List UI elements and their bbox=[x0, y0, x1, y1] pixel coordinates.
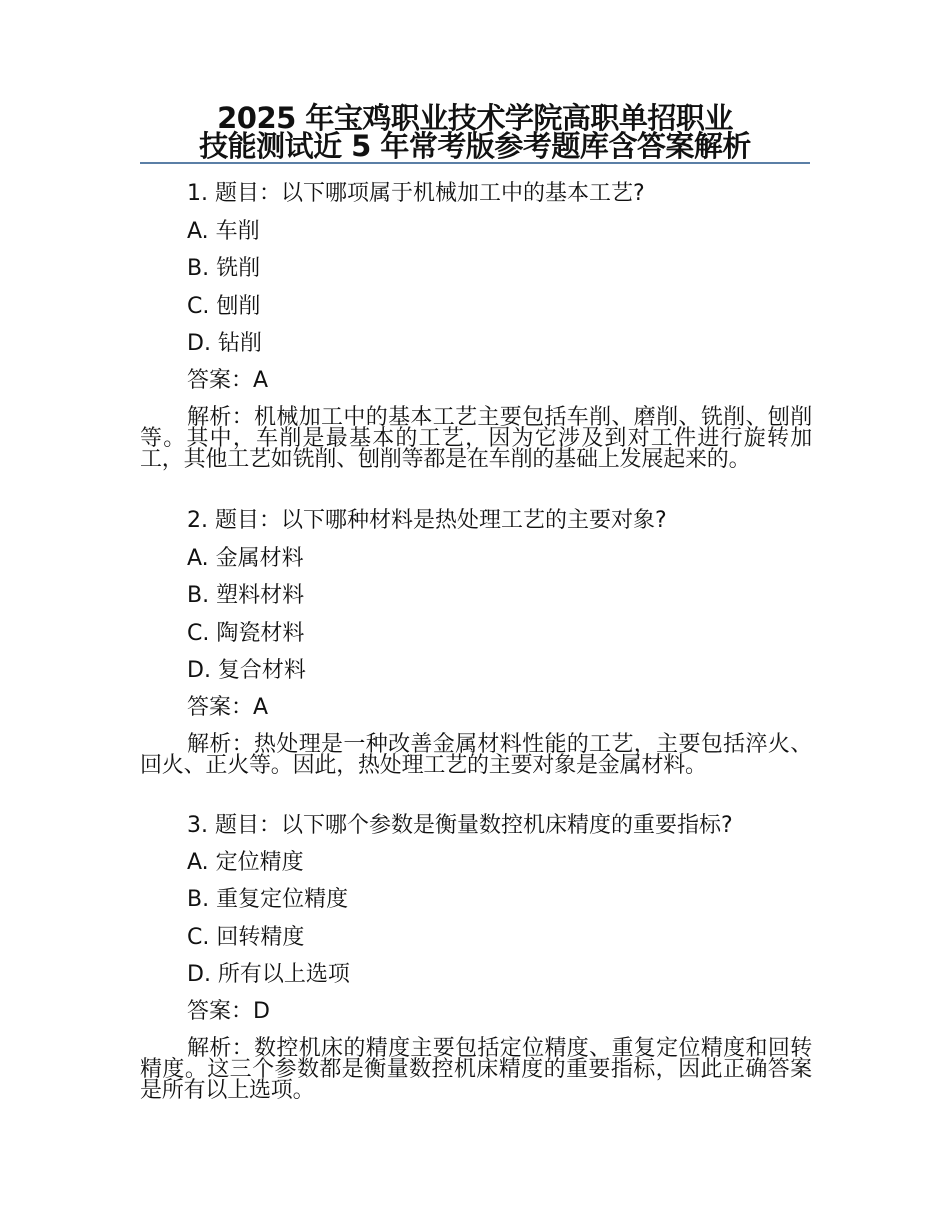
question-3-answer: 答案：D bbox=[187, 999, 270, 1024]
question-3-option-d: D. 所有以上选项 bbox=[187, 962, 350, 987]
question-1-answer: 答案：A bbox=[187, 368, 269, 393]
question-1-option-c: C. 刨削 bbox=[187, 294, 261, 319]
question-2-text: 2. 题目：以下哪种材料是热处理工艺的主要对象? bbox=[187, 508, 667, 533]
question-3-option-c: C. 回转精度 bbox=[187, 925, 305, 950]
question-1-option-b: B. 铣削 bbox=[187, 256, 261, 281]
question-3-explanation: 解析：数控机床的精度主要包括定位精度、重复定位精度和回转精度。这三个参数都是衡量数控机床精度的重要指标，因此正确答案是所有以上选项。 bbox=[140, 1036, 812, 1103]
question-2-option-c: C. 陶瓷材料 bbox=[187, 621, 305, 646]
question-3-text: 3. 题目：以下哪个参数是衡量数控机床精度的重要指标? bbox=[187, 813, 733, 838]
document-title bbox=[140, 101, 810, 164]
question-2-option-a: A. 金属材料 bbox=[187, 546, 304, 571]
question-3-option-b: B. 重复定位精度 bbox=[187, 887, 349, 912]
question-3-option-a: A. 定位精度 bbox=[187, 850, 304, 875]
question-2-explanation: 解析：热处理是一种改善金属材料性能的工艺，主要包括淬火、回火、正火等。因此，热处理工艺的主要对象是金属材料。 bbox=[140, 732, 812, 778]
question-1-explanation: 解析：机械加工中的基本工艺主要包括车削、磨削、铣削、刨削等。其中，车削是最基本的工艺，因为它涉及到对工件进行旋转加工，其他工艺如铣削、刨削等都是在车削的基础上发展起来的。 bbox=[140, 405, 812, 472]
title-line-2: 技能测试近 5 年常考版参考题库含答案解析 bbox=[199, 129, 751, 163]
question-2-option-b: B. 塑料材料 bbox=[187, 583, 305, 608]
question-2-answer: 答案：A bbox=[187, 695, 269, 720]
question-1-text: 1. 题目：以下哪项属于机械加工中的基本工艺? bbox=[187, 181, 645, 206]
question-2-option-d: D. 复合材料 bbox=[187, 658, 306, 683]
question-1-option-d: D. 钻削 bbox=[187, 331, 262, 356]
question-1-option-a: A. 车削 bbox=[187, 219, 260, 244]
title-line-1: 2025 年宝鸡职业技术学院高职单招职业 bbox=[217, 101, 733, 135]
